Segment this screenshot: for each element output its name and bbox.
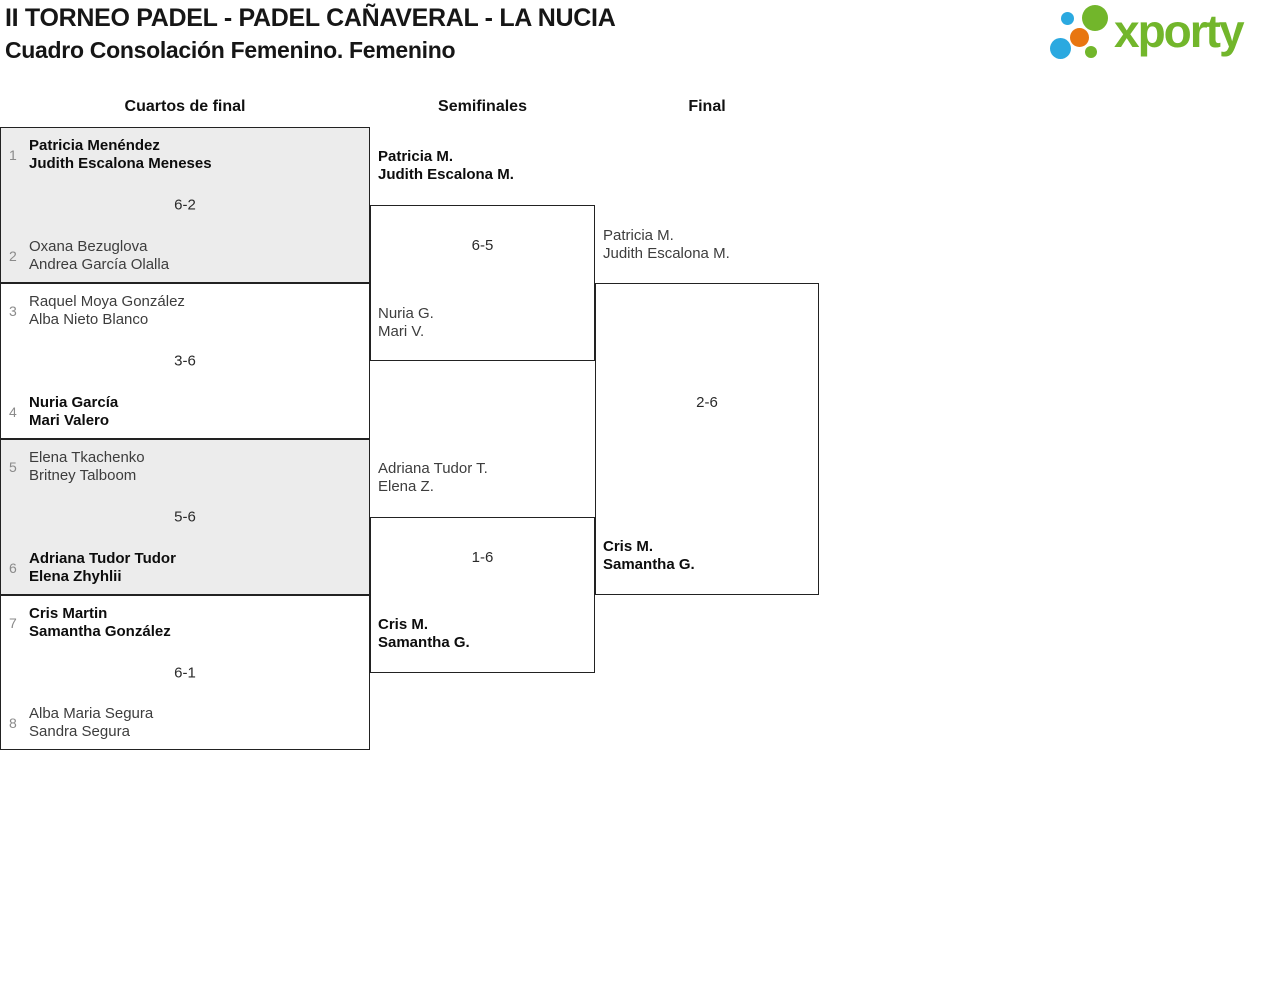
final-top-team xyxy=(603,227,730,263)
match-score: 1-6 xyxy=(471,549,494,566)
player-name: Judith Escalona M. xyxy=(378,166,514,183)
match-score: 6-5 xyxy=(471,237,494,254)
match-score: 6-2 xyxy=(174,196,196,214)
final-bottom-team xyxy=(603,538,695,574)
round-header-final: Final xyxy=(688,98,726,115)
player-name: Judith Escalona Meneses xyxy=(29,155,212,172)
player-name: Nuria García xyxy=(29,394,119,411)
bracket-subtitle: Cuadro Consolación Femenino. Femenino xyxy=(5,37,456,63)
match-quarterfinal-4[interactable] xyxy=(0,595,370,750)
player-name: Nuria G. xyxy=(378,305,434,322)
qf2-bottom-team xyxy=(9,394,118,430)
player-name: Elena Zhyhlii xyxy=(29,568,122,585)
match-score: 2-6 xyxy=(696,394,718,411)
seed-number: 4 xyxy=(9,404,17,420)
logo-dot-orange xyxy=(1070,28,1089,47)
seed-number: 6 xyxy=(9,560,17,576)
player-name: Patricia Menéndez xyxy=(29,137,160,154)
seed-number: 7 xyxy=(9,615,17,631)
player-name: Adriana Tudor Tudor xyxy=(29,550,176,567)
sf1-bottom-team xyxy=(378,305,434,341)
player-name: Patricia M. xyxy=(378,148,454,165)
match-quarterfinal-3[interactable] xyxy=(0,439,370,595)
team-names xyxy=(29,238,169,274)
seed-number: 2 xyxy=(9,248,17,264)
qf3-bottom-team xyxy=(9,550,176,586)
tournament-title: II TORNEO PADEL - PADEL CAÑAVERAL - LA NUCIA xyxy=(5,4,616,32)
logo-dot-blue-big xyxy=(1050,38,1071,59)
player-name: Elena Tkachenko xyxy=(29,449,145,466)
team-names xyxy=(29,705,153,741)
match-quarterfinal-1[interactable] xyxy=(0,127,370,283)
match-score: 3-6 xyxy=(174,352,196,370)
qf2-top-team xyxy=(9,293,185,329)
match-quarterfinal-2[interactable] xyxy=(0,283,370,439)
player-name: Britney Talboom xyxy=(29,467,137,484)
logo-dot-green-big xyxy=(1082,5,1108,31)
team-names xyxy=(29,550,176,586)
player-name: Cris M. xyxy=(378,616,429,633)
match-score: 5-6 xyxy=(174,508,196,526)
xporty-logo-text: xporty xyxy=(1114,5,1243,57)
player-name: Samantha González xyxy=(29,623,171,640)
player-name: Cris Martin xyxy=(29,605,108,622)
match-score: 6-1 xyxy=(174,664,196,681)
player-name: Adriana Tudor T. xyxy=(378,460,488,477)
team-names xyxy=(29,449,145,485)
player-name: Judith Escalona M. xyxy=(603,245,730,262)
seed-number: 8 xyxy=(9,715,17,731)
player-name: Samantha G. xyxy=(603,556,695,573)
player-name: Mari V. xyxy=(378,323,425,340)
qf1-top-team xyxy=(9,137,212,173)
sf2-top-team xyxy=(378,460,488,496)
player-name: Elena Z. xyxy=(378,478,434,495)
player-name: Andrea García Olalla xyxy=(29,256,170,273)
seed-number: 3 xyxy=(9,303,17,319)
logo-dot-blue-small xyxy=(1061,12,1074,25)
seed-number: 1 xyxy=(9,147,17,163)
player-name: Patricia M. xyxy=(603,227,674,244)
seed-number: 5 xyxy=(9,459,17,475)
logo-dot-green-small xyxy=(1085,46,1097,58)
player-name: Samantha G. xyxy=(378,634,470,651)
team-names xyxy=(29,394,118,430)
player-name: Alba Maria Segura xyxy=(29,705,154,722)
qf4-bottom-team xyxy=(9,705,153,741)
player-name: Cris M. xyxy=(603,538,654,555)
sf2-bottom-team xyxy=(378,616,470,652)
xporty-dots-icon xyxy=(1050,2,1112,64)
qf4-top-team xyxy=(9,605,171,641)
player-name: Sandra Segura xyxy=(29,723,130,740)
player-name: Oxana Bezuglova xyxy=(29,238,148,255)
round-header-cuartos-de-final: Cuartos de final xyxy=(124,98,246,115)
sf1-top-team xyxy=(378,148,514,184)
round-header-semifinales: Semifinales xyxy=(438,98,527,115)
qf3-top-team xyxy=(9,449,145,485)
team-names xyxy=(29,293,185,329)
team-names xyxy=(29,137,212,173)
player-name: Raquel Moya González xyxy=(29,293,185,310)
team-names xyxy=(29,605,171,641)
qf1-bottom-team xyxy=(9,238,169,274)
xporty-logo[interactable] xyxy=(1050,2,1275,66)
player-name: Alba Nieto Blanco xyxy=(29,311,149,328)
player-name: Mari Valero xyxy=(29,412,110,429)
